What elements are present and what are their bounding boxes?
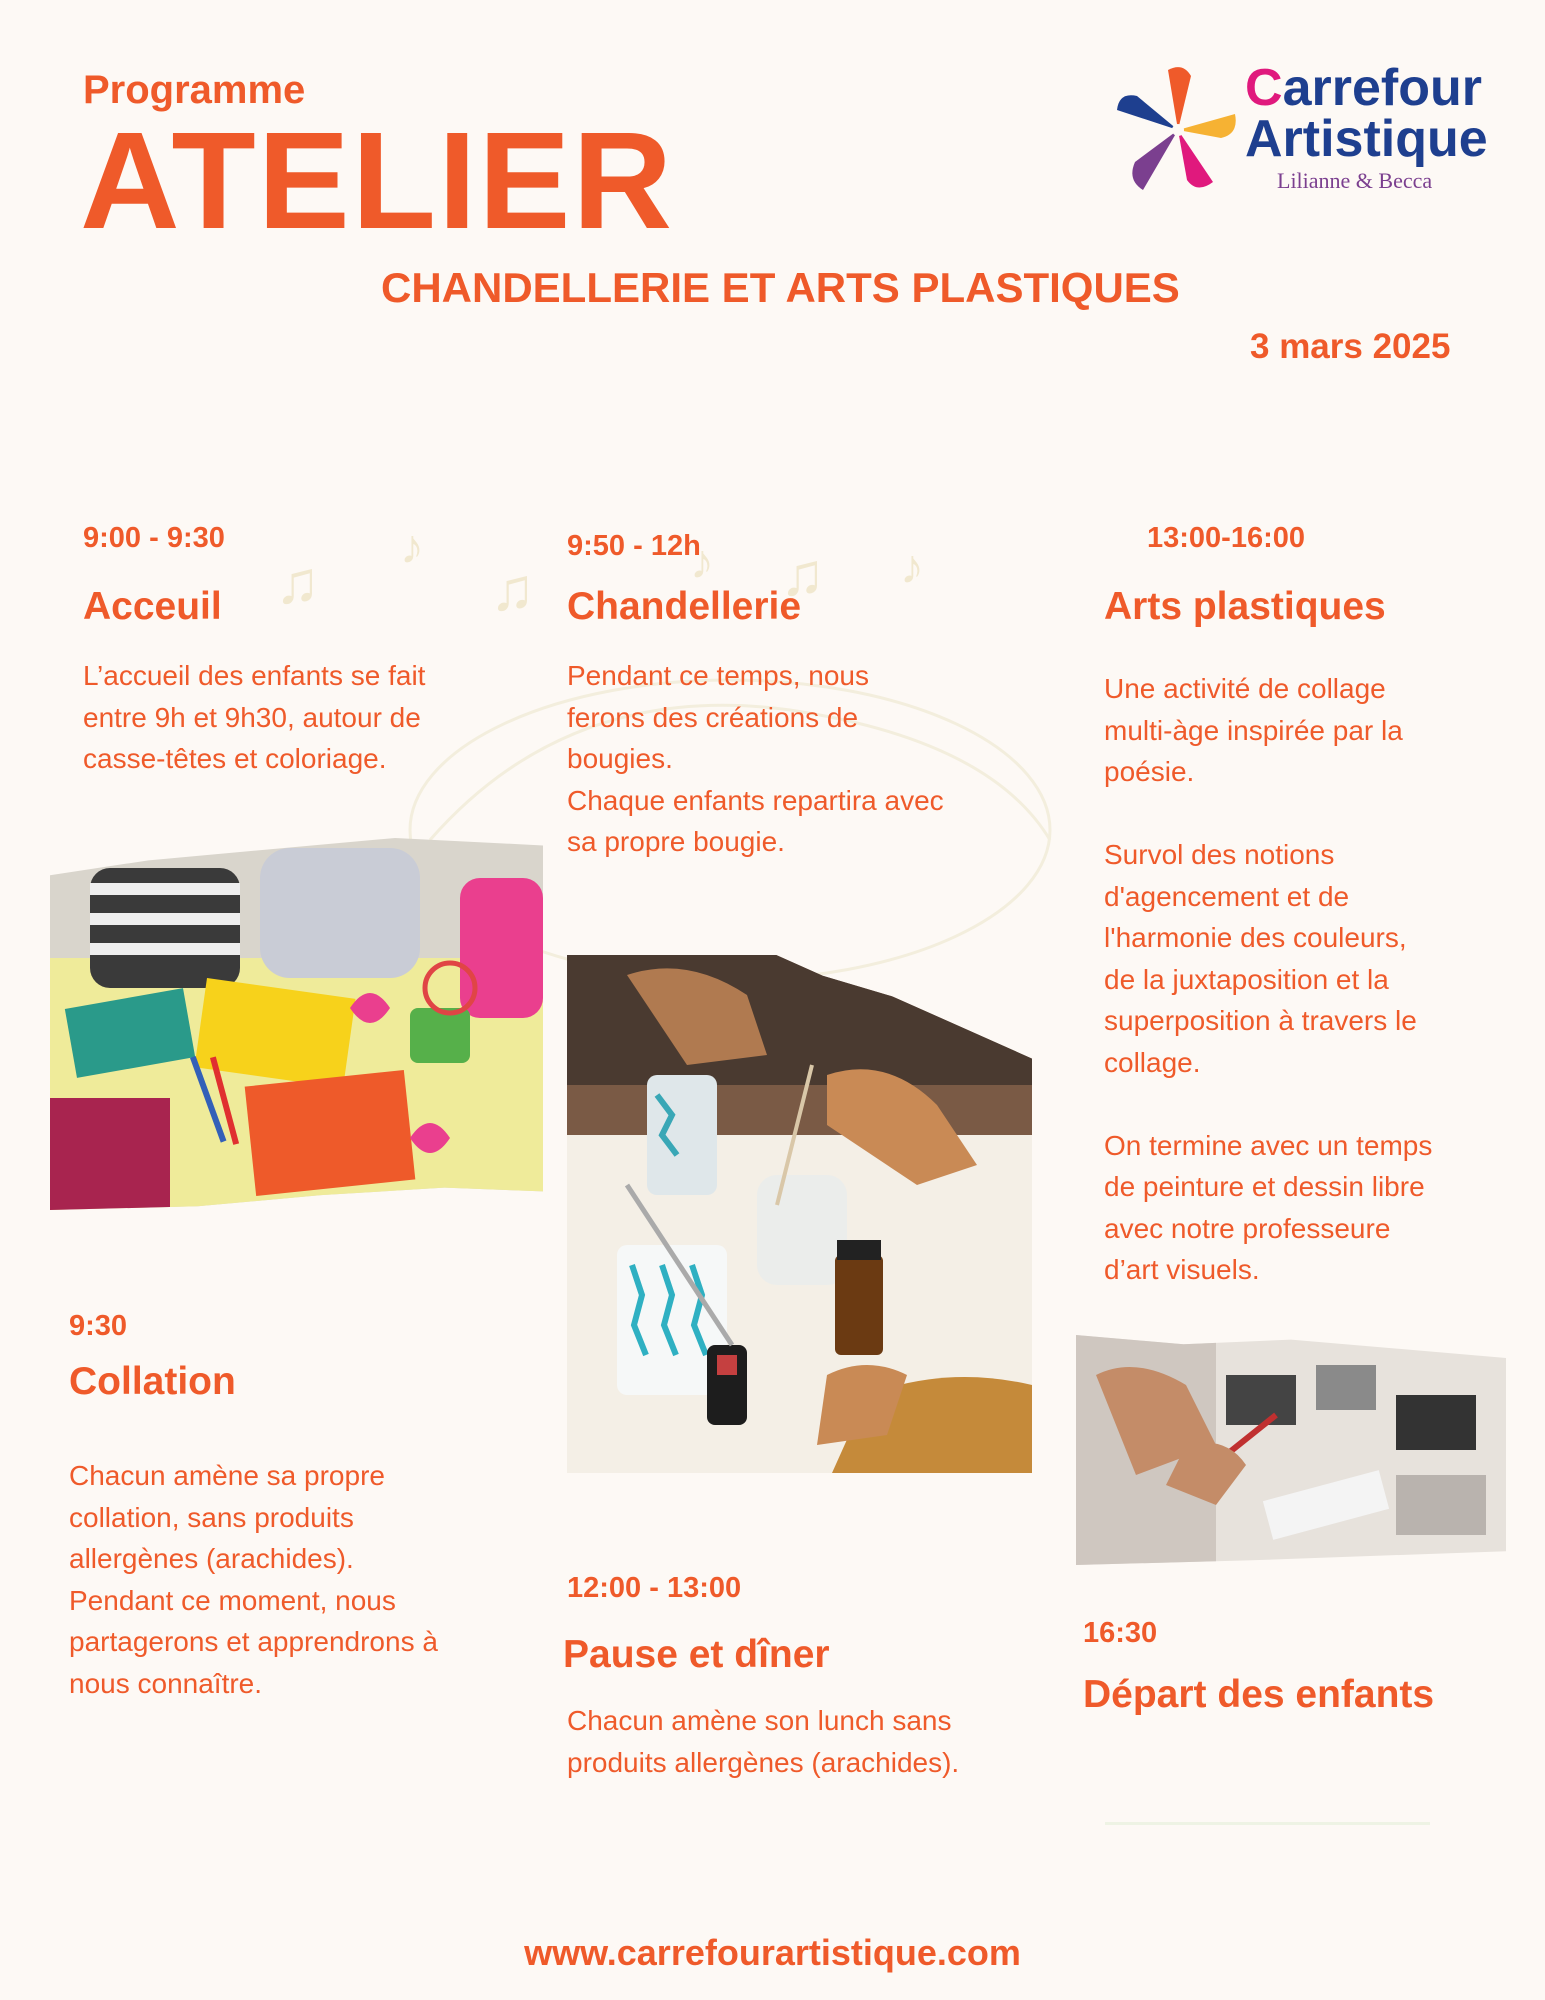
chandellerie-time: 9:50 - 12h — [567, 530, 701, 562]
pause-time: 12:00 - 13:00 — [567, 1572, 742, 1604]
arts-time: 13:00-16:00 — [1147, 522, 1305, 554]
pause-title: Pause et dîner — [563, 1633, 830, 1676]
arts-text: Une activité de collage multi-àge inspirée par la poésie. Survol des notions d'agencement et de l'harmonie des couleurs, de la juxtaposition et la superposition à travers le collage. On termine avec un temps de peinture et dessin libre avec notre professeure d’art visuels. — [1104, 673, 1433, 1285]
photo-kids-crafting — [50, 838, 543, 1210]
logo-text-artistique: Artistique — [1245, 110, 1488, 168]
music-note-icon: ♫ — [780, 541, 825, 608]
music-note-icon: ♪ — [690, 536, 714, 589]
arts-title: Arts plastiques — [1104, 585, 1386, 628]
music-note-icon: ♫ — [490, 556, 535, 623]
photo-candle-making — [567, 955, 1032, 1473]
collation-title: Collation — [69, 1360, 236, 1403]
logo-flower-icon — [1113, 62, 1243, 197]
pause-text: Chacun amène son lunch sans produits allergènes (arachides). — [567, 1705, 960, 1778]
chandellerie-text: Pendant ce temps, nous ferons des créations de bougies. Chaque enfants repartira avec sa propre bougie. — [567, 660, 944, 857]
chandellerie-title: Chandellerie — [567, 585, 802, 628]
programme-label: Programme — [83, 68, 306, 112]
collation-text: Chacun amène sa propre collation, sans produits allergènes (arachides). Pendant ce moment, nous partagerons et apprendrons à nous connaître. — [69, 1460, 438, 1699]
logo-text-names: Lilianne & Becca — [1277, 168, 1433, 193]
accueil-text: L’accueil des enfants se fait entre 9h et 9h30, autour de casse-têtes et coloriage. — [83, 660, 426, 774]
depart-title: Départ des enfants — [1083, 1673, 1435, 1716]
accueil-title: Acceuil — [83, 585, 222, 628]
page-title: ATELIER — [80, 104, 675, 258]
collation-time: 9:30 — [69, 1310, 128, 1342]
music-note-icon: ♪ — [400, 521, 424, 574]
event-date: 3 mars 2025 — [1250, 327, 1451, 366]
depart-time: 16:30 — [1083, 1617, 1158, 1649]
music-note-icon: ♪ — [900, 541, 924, 594]
logo-text-carrefour: Carrefour — [1245, 59, 1482, 117]
website-link[interactable]: www.carrefourartistique.com — [524, 1932, 1021, 1973]
photo-collage — [1076, 1335, 1506, 1565]
accueil-time: 9:00 - 9:30 — [83, 522, 225, 554]
music-note-icon: ♫ — [275, 549, 320, 616]
decorative-divider — [1105, 1822, 1430, 1825]
page-subtitle: CHANDELLERIE ET ARTS PLASTIQUES — [381, 264, 1180, 311]
